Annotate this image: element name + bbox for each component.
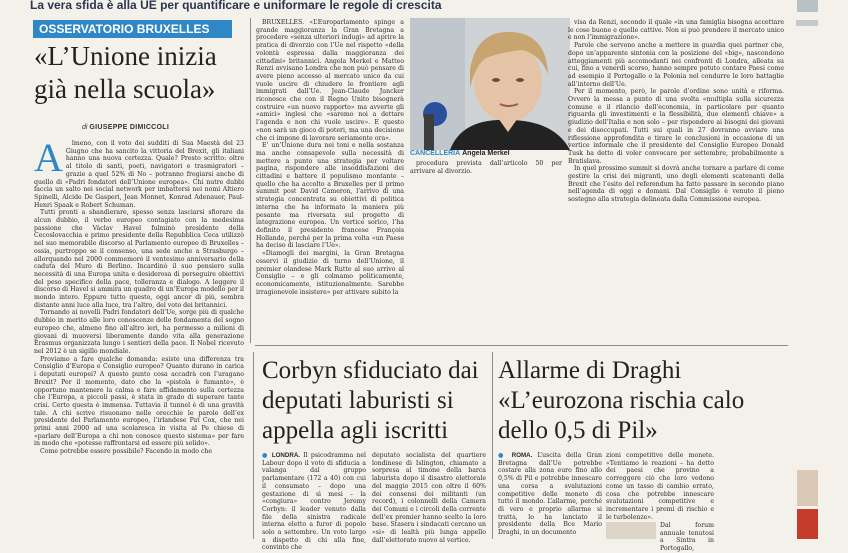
paragraph: «Diamogli dei margini, la Gran Bretagna osservi il giudizio di turno dell’Unione, il premier olandese Mark Rutte al suo arrivo al Consiglio – e gli colmamo politicamente, economicamente, istituzionalmente. Sarebbe irragionevole insistere» per attivare subito la	[256, 250, 404, 296]
main-headline: «L’Unione inizia già nella scuola»	[34, 41, 217, 104]
adjacent-page-image	[797, 470, 818, 506]
column-divider	[253, 352, 254, 539]
corbyn-column-1	[262, 452, 367, 552]
paragraph: In quel prossimo summit si dovrà anche tornare a parlare di come gestire la crisi dei migranti, uno degli elementi scatenanti della Brexit che l’esito del referendum ha fatto passare in secondo piano nell’agenda di oggi e domani. Dal Consiglio è venuto il pieno sostegno alla strategia delineata dalla Commissione europea.	[568, 165, 784, 204]
article-text: L’uscita della Gran Bretagna dall’Ue potrebbe costare alla zona euro fino allo 0,5% di Pil e potrebbe innescare una corsa a svalutazioni competitive delle monete di tutto il mondo. L’allarme, perché di vero e proprio allarme si tratta, lo ha lanciato il presidente della Bce Mario Draghi, in un documento	[498, 452, 603, 537]
byline	[82, 124, 169, 131]
byline-name: GIUSEPPE DIMICCOLI	[89, 124, 170, 131]
article-text: zioni competitive delle monete. «Tentiamo le reazioni – ha detto dei paesi che provino a correggere ciò che loro vedono come un tasso di cambio errato, cosa che potrebbe innescare svalutazioni competitive e incrementare i premi di rischio e le turbolenze».	[606, 452, 714, 521]
paragraph: E’ un’Unione dura nei toni e nella sostanza ma anche consapevole sulla necessità di mettere a punto una strategia per voltare pagina, rispondere alle insoddisfazioni dei cittadini e battere il populismo montante – quello che ha accolto a Bruxelles per il primo summit post David Cameron, l’arrivo di una strategia concentrata su obiettivi di politica interna che ha informato la maniera più pesante ma riversata sul progetto di integrazione europea. Un vertice sorico, l’ha definito il presidente francese François Hollande, perché per la prima volta «un Paese ha deciso di lasciare l’Ue».	[256, 142, 404, 250]
draghi-headline: Allarme di Draghi «L’eurozona rischia calo dello 0,5 di Pil»	[498, 357, 745, 444]
paragraph: Parole che servono anche a mettere in guardia quei partner che, dopo un’apparente sintonia con la posizione del «big», nascondono atteggiamenti più accomodanti nei confronti di Londra, alleata su cui, fino a venerdì scorso, hanno sempre potuto contare Paesi come ad esempio il Portogallo o la Polonia nel condurre le loro battaglie all’interno dell’Ue.	[568, 42, 784, 88]
portrait-image	[410, 18, 570, 150]
main-article-column-4	[568, 19, 784, 341]
article-text: deputato socialista del quartiere londinese di Islington, chiamato a sorpresa al timone della barca laburista dopo il disastro elettorale del maggio 2015 con oltre il 60% dei consensi dei militanti (un record), i colonnelli della Camera dei Comuni e i circoli della corrente dell’ex premier hanno scelto la loro base. Stasera i sindacati cercano un «si» di lealtà più lunga appello dall’elettorato nuovo al vertice.	[372, 452, 486, 544]
merkel-photo	[410, 18, 570, 150]
dateline: ROMA.	[511, 452, 533, 459]
corbyn-column-2	[372, 452, 486, 544]
corbyn-headline: Corbyn sfiduciato dai deputati laburisti si appella agli iscritti	[262, 357, 479, 444]
paragraph: BRUXELLES. «L’Europarlamento spinge a grande maggioranza la Gran Bretagna a procedere «senza ulteriori indugi» ad aprire la pratica di divorzio con l’Ue nel rispetto «della volontà espressa dalla maggioranza dei cittadini» britannici. Angela Merkel e Matteo Renzi avvisano Londra che non può pensare di avere pieno accesso al mercato unico da cui vuole uscire di chiudere le frontiere agli immigrati dall’Ue. Jean-Claude Juncker riconosce che con il Regno Unito bisognerà costruire «un nuovo rapporto» ma avverte gli «amici» inglesi che «saremo noi a dettare l’agenda e non chi vuole uscire». E questo «non sarà un gioco di poteri, ma una decisione che ci impone di lavorare seriamente ora».	[256, 19, 404, 142]
inset-image	[606, 522, 656, 539]
draghi-column-2-tail	[660, 522, 714, 553]
drop-cap: A	[34, 135, 63, 180]
paragraph: Proviamo a fare qualche domanda: esiste una differenza tra Consiglio d’Europa e Consiglio europeo? Quanto durano in carica i deputati europei? A questo punto cosa accadrà con l’uragano Brexit? Per il momento, dato che la «pistola è fumante», è opportuno mantenere la calma e fare affidamento sulla certezza che l’Europa, a piccoli passi, è stata in grado di superare tante crisi. Certo questa è immensa. Tuttavia il tunnel è di una gravità tale. A chi scrive risuonano nelle orecchie le parole dell’ex presidente del Parlamento europeo, l’irlandese Pat Cox, che nei primi anni 2000 ad una scolaresca in visita al Pe chiese di «parlare dell’Europa a chi non conosce questo sistema» per fare in modo che «potesse raffrontarsi ed essere più solido».	[34, 355, 244, 448]
byline-prefix: di	[82, 124, 88, 131]
draghi-column-2	[606, 452, 714, 522]
bullet-icon: ●	[498, 452, 507, 459]
horizontal-divider	[255, 345, 788, 346]
paragraph: Per il momento, però, le parole d’ordine sono unità e riforma. Ovvero la messa a punto di una svolta «multipla sulla sicurezza comune e il rilancio dell’economia, in particolare per quanto riguarda gli investimenti e la flessibilità, due elementi chiave» a giudizio dell’Italia e non solo – per rispondere ai bisogni dei giovani e dei disoccupati. Tutti sui quali in 27 dovranno avviare una riflessione approfondita e tirare le conclusioni in occasione di un vertice informale che il presidente del Consiglio Europeo Donald Tusk ha detto di voler convocare per settembre, probabilmente a Bratislava.	[568, 88, 784, 165]
adjacent-page-image	[797, 509, 818, 539]
paragraph: Tutti pronti a sbandierare, spesso senza lasciarsi sfiorare da alcun dubbio, il verbo europeo contagiato con la medesima passione che Václav Havel fulminò presidente della Cecoslovacchia e primo presidente della Repubblica Ceca utilizzò nel suo memorabile discorso al Parlamento europeo di Bruxelles – ossia, purtroppo se il consenso, una sede anche a Strasburgo – allorquando nel 2000 commemorò il ventesimo anniversario della caduta del Muro di Berlino. Incardinò il suo pensiero sulla necessità di una Europa unita e desiderosa di perseguire obiettivi del peso specifico della pace, tolleranza e dialogo. A leggere il discorso di Havel si ammira un quadro di un’Europa modello per il mondo intero. Eppure tutto questo, oggi ancor di più, sembra distante anni luce alla luce, tra l’altro, del voto dei britannici.	[34, 209, 244, 309]
running-head: La vera sfida è alla UE per quantificare e uniformare le regole di crescita	[30, 0, 442, 12]
paragraph: visa da Renzi, secondo il quale «in una famiglia bisogna accettare le cose buone e quelle cattive. Non si può prendere il mercato unico e non l’immigrazione».	[568, 19, 784, 42]
dateline: LONDRA.	[271, 452, 301, 459]
adjacent-page-block	[796, 20, 818, 26]
bullet-icon: ●	[262, 452, 269, 459]
adjacent-page-image	[797, 0, 818, 12]
paragraph: Tornando ai novelli Padri fondatori dell’Ue, sorge più di qualche dubbio in merito alle loro conoscenze delle fondamenta del sogno europeo che, almeno fino all’altro ieri, ha permesso a milioni di giovani di muoversi liberamente dando vita alla generazione Erasmus organizzata lungo i sentieri della pace. Il Nobel ricevuto nel 2012 è un sigillo mondiale.	[34, 309, 244, 355]
main-article-column-3	[410, 160, 562, 342]
paragraph: Come potrebbe essere possibile? Facendo in modo che	[40, 448, 213, 456]
section-label: OSSERVATORIO BRUXELLES	[33, 20, 232, 38]
photo-caption	[410, 150, 510, 157]
paragraph: lmeno, con il voto dei sudditi di Sua Maestà del 23 Giugno che ha sancito la vittoria del Brexit, gli italiani hanno una nuova certezza. Quale? Presto scritto: oltre al titolo di santi, poeti, navigatori e trasmigratori – grazie a quel 52% di No – potranno fregiarsi anche di quello di «Padri fondatori dell’Unione europea». Chi nutre dubbi faccia un salto nei social network per imbattersi nei nomi Altiero Spinelli, Alcide De Gasperi, Jean Monnet, Konrad Adenauer, Paul-Henri Spaak e Robert Schuman.	[34, 140, 244, 209]
article-text: Dal forum annuale tenutosi a Sintra in Portogallo,	[660, 522, 714, 553]
caption-kicker: CANCELLERIA	[410, 150, 461, 157]
article-text: Il psicodramma nel Labour dopo il voto di sfiducia a valanga dal gruppo parlamentare (172 a 40) con cui il consumato – dopo una gestazione di sì mesi – la «congiura» contro Jeremy Corbyn: il leader venuto dalla file della sinistra radicale interna eletto a furor di popolo solo a settembre. Un voto largo a dispetto di chi alla fine, convinto che	[262, 452, 367, 552]
column-divider	[492, 352, 493, 539]
draghi-column-1	[498, 452, 602, 539]
caption-name: Angela Merkel	[462, 150, 510, 157]
paragraph: procedura prevista dall’articolo 50 per arrivare al divorzio.	[410, 160, 562, 175]
adjacent-page-strip	[788, 0, 818, 539]
main-article-column-1	[34, 135, 244, 539]
column-divider	[250, 18, 251, 343]
main-article-column-2	[256, 19, 404, 341]
